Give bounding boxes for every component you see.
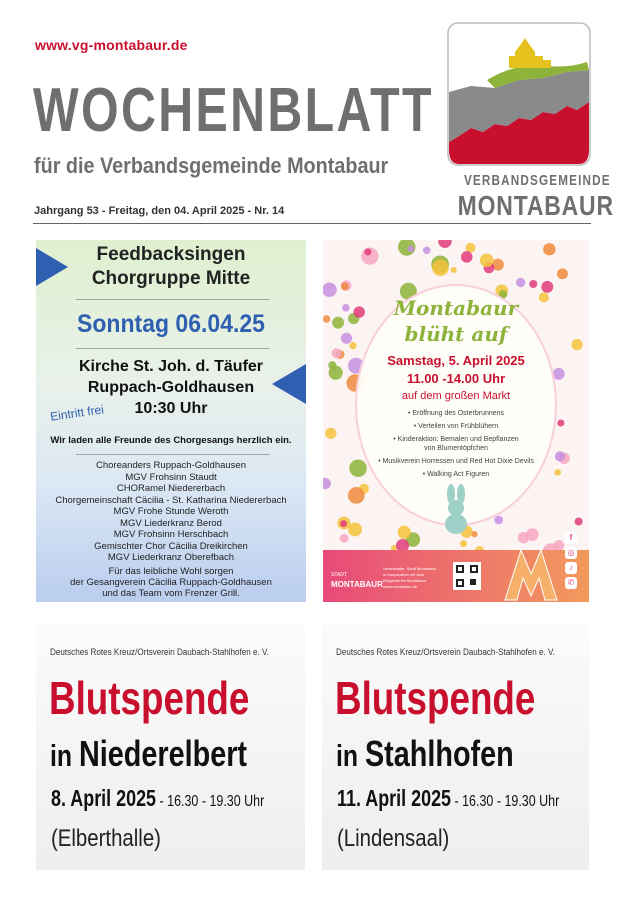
facebook-icon[interactable]: f — [565, 532, 577, 544]
footer-info-2: in Kooperation mit dem — [383, 572, 425, 577]
montabaur-logo — [447, 22, 591, 166]
blood-ad-time: - 16.30 - 19.30 Uhr — [156, 793, 265, 810]
choir-item: MGV Liederkranz Berod — [120, 517, 222, 529]
montabaur-m-logo — [501, 544, 561, 602]
logo-label-top: VERBANDSGEMEINDE — [463, 172, 611, 189]
blood-ad-location — [336, 733, 514, 775]
ad2-date: Samstag, 5. April 2025 — [387, 353, 525, 368]
blood-ad-place: Stahlhofen — [364, 733, 514, 774]
choir-item: MGV Liederkranz Oberefbach — [107, 552, 235, 563]
header-divider — [33, 223, 591, 224]
flower-decoration — [494, 516, 503, 525]
blood-ad-title: Blutspende — [335, 672, 536, 724]
blood-ad-venue: (Elberthalle) — [51, 825, 161, 852]
ad2-item: • Eröffnung des Osterbrunnens — [407, 410, 505, 417]
choir-item: MGV Frohe Stunde Weroth — [113, 506, 229, 517]
page-subtitle: für die Verbandsgemeinde Montabaur — [34, 153, 389, 178]
flower-decoration — [557, 268, 568, 279]
blood-ad-venue: (Lindensaal) — [337, 825, 450, 852]
flower-decoration — [340, 534, 349, 543]
blood-ad-date: 8. April 2025 — [51, 785, 157, 811]
blood-ad-location — [50, 733, 247, 775]
flower-decoration — [516, 278, 525, 287]
flower-decoration — [472, 531, 478, 537]
blood-ad-org: Deutsches Rotes Kreuz/Ortsverein Daubach-Stahlhofen e. V. — [50, 647, 269, 657]
blood-ad-place: Niederelbert — [78, 733, 248, 774]
choir-item: Chorgemeinschaft Cäcilia - St. Katharina Niedererbach — [55, 494, 287, 506]
ad2-title-1: Montabaur — [393, 296, 519, 320]
social-icons — [565, 532, 579, 600]
flower-decoration — [461, 251, 473, 263]
blood-ad-org: Deutsches Rotes Kreuz/Ortsverein Daubach-Stahlhofen e. V. — [336, 647, 555, 657]
feedbacksingen-ad — [36, 240, 306, 602]
blood-donation-ad-stahlhofen — [322, 625, 589, 870]
blood-ad-datetime — [337, 785, 559, 812]
choir-item: MGV Frohsinn Herschbach — [113, 529, 229, 540]
flower-decoration — [408, 245, 415, 252]
ad2-title-2: blüht auf — [404, 322, 508, 346]
ad1-date: Sonntag 06.04.25 — [77, 310, 265, 338]
flower-decoration — [529, 280, 537, 288]
flower-decoration — [323, 478, 331, 489]
choir-item: CHORamel Niedererbach — [116, 483, 226, 494]
ad2-item: • Verteilen von Frühblühern — [413, 423, 499, 430]
blood-ad-date: 11. April 2025 — [337, 785, 452, 811]
ad2-footer — [323, 533, 589, 602]
flower-decoration — [460, 540, 467, 547]
flower-decoration — [575, 518, 583, 526]
instagram-icon[interactable]: ◎ — [565, 547, 577, 559]
choir-item: Choreanders Ruppach-Goldhausen — [96, 460, 246, 471]
footer-brand: MONTABAUR — [331, 580, 383, 589]
ad2-time: 11.00 -14.00 Uhr — [406, 371, 506, 386]
blood-ad-time: - 16.30 - 19.30 Uhr — [451, 793, 560, 810]
flower-decoration — [518, 532, 529, 543]
choir-item: MGV Frohsinn Staudt — [125, 471, 217, 483]
ad2-item: • Kinderaktion: Bemalen und Bepflanzen — [393, 436, 519, 443]
flower-decoration — [348, 523, 362, 537]
ad2-item: von Blumentöpfchen — [424, 445, 488, 452]
blood-donation-ad-niederelbert — [36, 625, 305, 870]
blood-ad-in: in — [50, 738, 73, 773]
ad1-invite: Wir laden alle Freunde des Chorgesangs herzlich ein. — [50, 435, 292, 446]
ad1-separator-1 — [76, 299, 270, 300]
whatsapp-icon[interactable]: ✆ — [565, 577, 577, 589]
ad1-catering-3: und das Team vom Frenzer Grill. — [102, 588, 240, 599]
ad1-title-2: Chorgruppe Mitte — [91, 268, 251, 289]
flower-decoration — [398, 526, 411, 539]
blood-ad-title: Blutspende — [49, 672, 250, 724]
page-title: WOCHENBLATT — [33, 76, 434, 145]
website-url[interactable]: www.vg-montabaur.de — [35, 37, 188, 53]
footer-brand-small: STADT — [331, 572, 348, 578]
choir-item: Gemischter Chor Cäcilia Dreikirchen — [94, 540, 248, 552]
blood-ad-datetime — [51, 785, 264, 812]
ad1-catering-2: der Gesangverein Cäcilia Ruppach-Goldhausen — [70, 577, 272, 588]
ad1-time: 10:30 Uhr — [134, 400, 208, 417]
flower-decoration — [364, 249, 371, 256]
flower-decoration — [543, 243, 555, 255]
flower-decoration — [348, 487, 365, 504]
logo-label-bottom: MONTABAUR — [457, 190, 614, 221]
ad1-title-1: Feedbacksingen — [96, 244, 246, 265]
qr-code-icon[interactable] — [453, 562, 481, 590]
ad2-place: auf dem großen Markt — [401, 390, 511, 402]
flower-decoration — [541, 281, 553, 293]
ad1-venue-1: Kirche St. Joh. d. Täufer — [78, 358, 264, 375]
ad1-free-entry: Eintritt frei — [49, 402, 105, 424]
blood-ad-in: in — [336, 738, 359, 773]
ad1-catering-1: Für das leibliche Wohl sorgen — [108, 566, 234, 577]
tiktok-icon[interactable]: ♪ — [565, 562, 577, 574]
ad1-venue-2: Ruppach-Goldhausen — [87, 379, 255, 396]
footer-info-4[interactable]: www.montabaur.de — [383, 584, 418, 589]
ad1-separator-3 — [76, 454, 270, 455]
flower-decoration — [432, 259, 449, 276]
issue-line: Jahrgang 53 - Freitag, den 04. April 2025 - Nr. 14 — [34, 205, 285, 217]
ad1-separator-2 — [76, 348, 270, 349]
footer-info-1: Veranstalter: Stadt Montabaur — [383, 566, 437, 571]
flower-decoration — [438, 240, 451, 248]
footer-info-3: Bürgerverein Montabaur — [383, 578, 427, 583]
flower-decoration — [451, 267, 457, 273]
easter-bunny-icon — [440, 484, 472, 534]
ad2-item: • Musikverein Horressen und Red Hot Dixie Devils — [378, 458, 534, 465]
flower-decoration — [423, 247, 431, 255]
ad2-item: • Walking Act Figuren — [422, 471, 490, 478]
montabaur-blueht-auf-ad — [323, 240, 589, 602]
flower-decoration — [480, 253, 494, 267]
flower-decoration — [340, 520, 347, 527]
flower-decoration — [341, 282, 349, 290]
flower-decoration — [323, 282, 337, 296]
